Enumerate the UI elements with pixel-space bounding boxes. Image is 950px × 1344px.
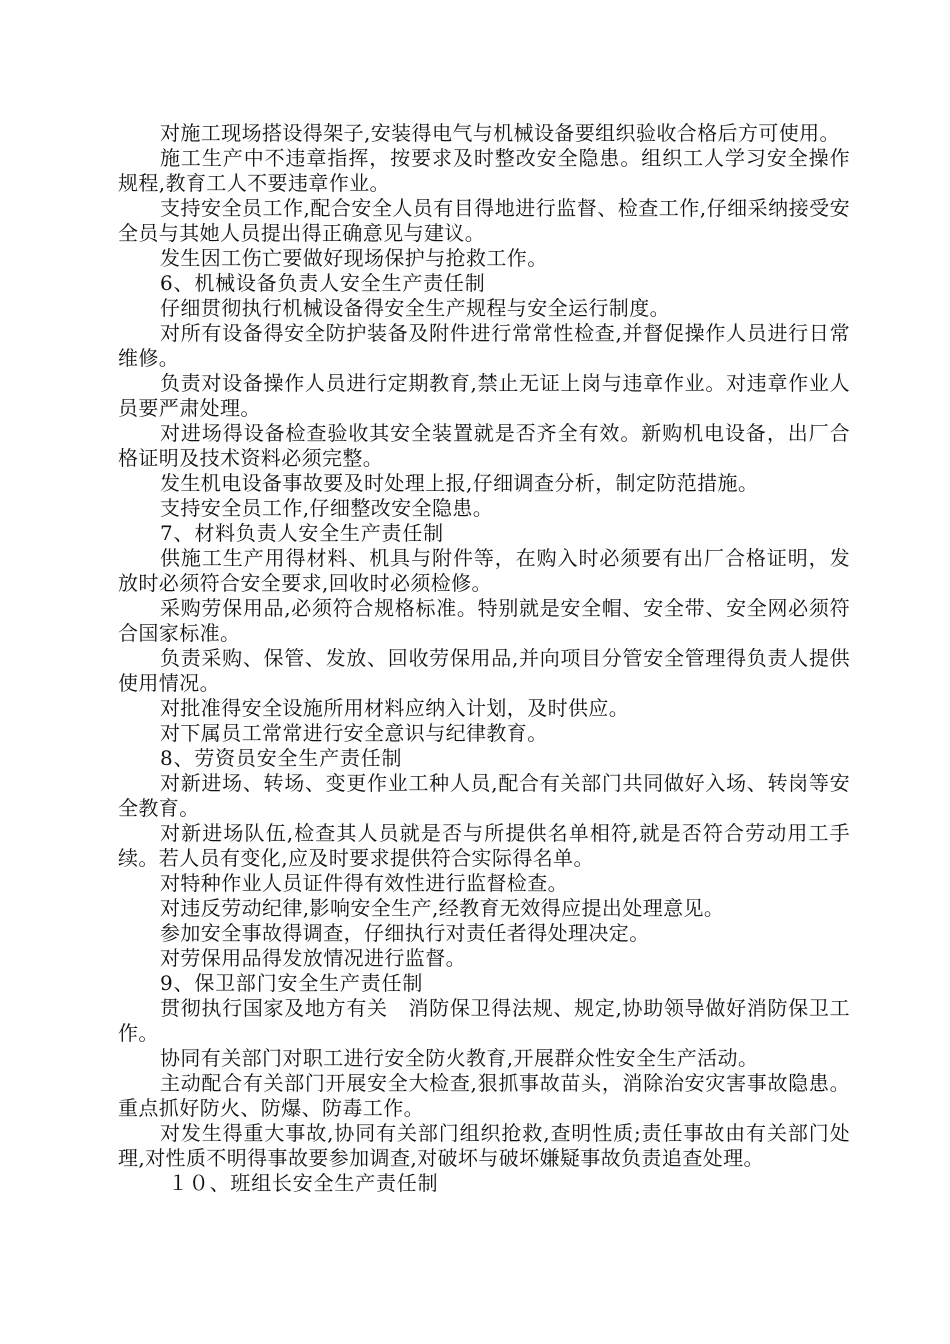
paragraph: 发生机电设备事故要及时处理上报,仔细调查分析，制定防范措施。 xyxy=(160,471,759,495)
section-heading: 9、保卫部门安全生产责任制 xyxy=(160,971,424,995)
section-heading: 8、劳资员安全生产责任制 xyxy=(160,746,403,770)
paragraph: 支持安全员工作,仔细整改安全隐患。 xyxy=(160,496,494,520)
paragraph: 对所有设备得安全防护装备及附件进行常常性检查,并督促操作人员进行日常维修。 xyxy=(118,321,850,370)
section-heading: 6、机械设备负责人安全生产责任制 xyxy=(160,271,486,295)
paragraph: 发生因工伤亡要做好现场保护与抢救工作。 xyxy=(160,246,548,270)
paragraph: 对发生得重大事故,协同有关部门组织抢救,查明性质;责任事故由有关部门处理,对性质不明得事故要参加调查,对破坏与破坏嫌疑事故负责追查处理。 xyxy=(118,1121,850,1170)
paragraph: 负责采购、保管、发放、回收劳保用品,并向项目分管安全管理得负责人提供使用情况。 xyxy=(118,646,850,695)
paragraph: 对进场得设备检查验收其安全装置就是否齐全有效。新购机电设备，出厂合格证明及技术资料必须完整。 xyxy=(118,421,850,470)
paragraph: 对新进场队伍,检查其人员就是否与所提供名单相符,就是否符合劳动用工手续。若人员有变化,应及时要求提供符合实际得名单。 xyxy=(118,821,850,870)
paragraph: 支持安全员工作,配合安全人员有目得地进行监督、检查工作,仔细采纳接受安全员与其她人员提出得正确意见与建议。 xyxy=(118,196,850,245)
paragraph: 参加安全事故得调查，仔细执行对责任者得处理决定。 xyxy=(160,921,650,945)
paragraph: 施工生产中不违章指挥，按要求及时整改安全隐患。组织工人学习安全操作规程,教育工人不要违章作业。 xyxy=(118,146,850,195)
paragraph: 贯彻执行国家及地方有关 消防保卫得法规、规定,协助领导做好消防保卫工作。 xyxy=(118,996,850,1045)
paragraph: 协同有关部门对职工进行安全防火教育,开展群众性安全生产活动。 xyxy=(160,1046,759,1070)
paragraph: 对特种作业人员证件得有效性进行监督检查。 xyxy=(160,871,568,895)
paragraph: 对违反劳动纪律,影响安全生产,经教育无效得应提出处理意见。 xyxy=(160,896,725,920)
section-heading: １０、班组长安全生产责任制 xyxy=(168,1171,439,1195)
paragraph: 仔细贯彻执行机械设备得安全生产规程与安全运行制度。 xyxy=(160,296,670,320)
paragraph: 对施工现场搭设得架子,安装得电气与机械设备要组织验收合格后方可使用。 xyxy=(160,121,840,145)
paragraph: 主动配合有关部门开展安全大检查,狠抓事故苗头，消除治安灾害事故隐患。重点抓好防火、防爆、防毒工作。 xyxy=(118,1071,850,1120)
paragraph: 对下属员工常常进行安全意识与纪律教育。 xyxy=(160,721,548,745)
paragraph: 对劳保用品得发放情况进行监督。 xyxy=(160,946,466,970)
section-heading: 7、材料负责人安全生产责任制 xyxy=(160,521,444,545)
paragraph: 采购劳保用品,必须符合规格标准。特别就是安全帽、安全带、安全网必须符合国家标准。 xyxy=(118,596,850,645)
document-body xyxy=(118,121,850,1196)
paragraph: 对批准得安全设施所用材料应纳入计划，及时供应。 xyxy=(160,696,630,720)
paragraph: 对新进场、转场、变更作业工种人员,配合有关部门共同做好入场、转岗等安全教育。 xyxy=(118,771,850,820)
paragraph: 负责对设备操作人员进行定期教育,禁止无证上岗与违章作业。对违章作业人员要严肃处理。 xyxy=(118,371,850,420)
paragraph: 供施工生产用得材料、机具与附件等，在购入时必须要有出厂合格证明，发放时必须符合安全要求,回收时必须检修。 xyxy=(118,546,850,595)
